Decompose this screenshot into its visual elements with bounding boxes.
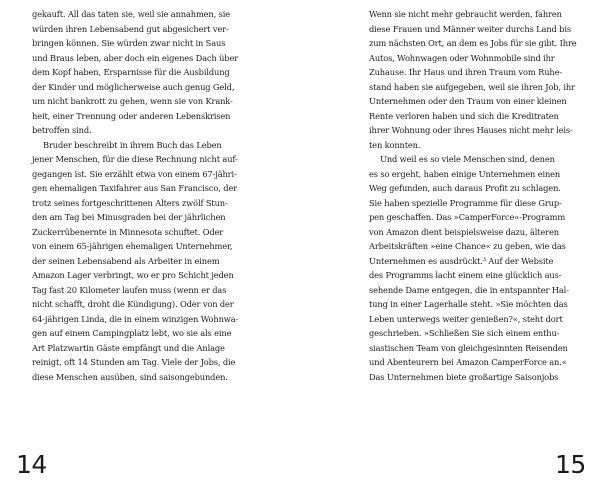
text-line: von einem 65-jährigen ehemaligen Unternehmer, <box>32 241 233 251</box>
text-line: heit, einer Trennung oder anderen Lebenskrisen <box>32 110 231 121</box>
text-line: Weg gefunden, auch daraus Profit zu schlagen. <box>369 183 561 193</box>
text-line: den am Tag bei Minusgraden bei der jährlichen <box>32 212 226 222</box>
text-line: des Programms lacht einem eine glücklich aus- <box>369 270 562 280</box>
text-line: diese Menschen ausüben, sind saisongebunden. <box>32 371 228 382</box>
text-line: siastischen Team von gleichgesinnten Reisenden <box>369 342 568 353</box>
text-line: würden ihren Lebensabend gut abgesichert ver- <box>32 23 229 34</box>
text-line: Tag fast 20 Kilometer laufen muss (wenn er das <box>32 284 227 295</box>
paragraph-first-line: Und weil es so viele Menschen sind, denen <box>380 154 555 164</box>
text-line: sehende Dame entgegen, die in entspannter Hal- <box>369 284 569 295</box>
text-line: Rente verloren haben und sich die Kreditraten <box>369 110 559 121</box>
page-number-right: 15 <box>555 450 586 479</box>
text-line: gekauft. All das taten sie, weil sie annahmen, sie <box>32 9 230 19</box>
text-line: dem Kopf haben, Ersparnisse für die Ausbildung <box>32 67 230 77</box>
text-line: der Kinder und möglicherweise auch genug Geld, <box>32 81 235 92</box>
text-line: nicht schafft, droht die Kündigung). Oder von der <box>32 299 234 309</box>
text-line: tung in einer Lagerhalle steht. »Sie möchten das <box>369 299 568 309</box>
right-page-body-text <box>369 7 577 384</box>
text-line: Zuhause. Ihr Haus und ihren Traum vom Ruhe- <box>369 67 562 77</box>
text-line: geschrieben. »Schließen Sie sich einem enthu- <box>369 328 560 338</box>
text-line: von Amazon dient beispielsweise dazu, älteren <box>369 226 559 237</box>
text-line: es so ergeht, haben einige Unternehmen einen <box>369 168 561 179</box>
text-line: Wenn sie nicht mehr gebraucht werden, fahren <box>369 9 562 19</box>
text-line: Sie haben spezielle Programme für diese Grup- <box>369 197 562 208</box>
text-line: zum nächsten Ort, an dem es Jobs für sie gibt. Ihre <box>369 38 577 48</box>
text-line: gen auf einem Campingplatz lebt, wo sie als eine <box>32 328 232 338</box>
left-page-body-text <box>32 7 239 384</box>
text-line: Arbeitskräften »eine Chance« zu geben, wie das <box>369 241 566 251</box>
text-line: Art Platzwartin Gäste empfängt und die Anlage <box>32 342 225 353</box>
text-line: ihrer Wohnung oder ihres Hauses nicht mehr leis- <box>369 125 573 135</box>
text-line: betroffen sind. <box>32 125 92 135</box>
text-line: Leben unterwegs weiter genießen?«, steht dort <box>369 313 563 324</box>
text-line: und Abenteurern bei Amazon CamperForce an.« <box>369 357 567 367</box>
text-line: Das Unternehmen biete großartige Saisonjobs <box>369 371 559 382</box>
text-line: Zuckerrübenernte in Minnesota schuftet. Oder <box>32 226 224 237</box>
text-line: jener Menschen, für die diese Rechnung nicht auf- <box>32 154 238 164</box>
text-line: Unternehmen es ausdrückt.³ Auf der Website <box>369 255 554 266</box>
text-line: bringen können. Sie würden zwar nicht in Saus <box>32 38 226 48</box>
text-line: pen geschaffen. Das »CamperForce«-Programm <box>369 212 566 222</box>
text-line: um nicht bankrott zu gehen, wenn sie von Krank- <box>32 96 233 106</box>
text-line: diese Frauen und Männer weiter durchs Land bis <box>369 23 571 34</box>
paragraph-first-line: Bruder beschreibt in ihrem Buch das Leben <box>43 139 222 150</box>
text-line: 64-jährigen Linda, die in einem winzigen Wohnwa- <box>32 313 239 324</box>
text-line: stand haben sie aufgegeben, weil sie ihren Job, ihr <box>369 81 575 92</box>
text-line: Autos, Wohnwagen oder Wohnmobile sind ihr <box>369 52 555 63</box>
page-number-left: 14 <box>16 450 47 479</box>
text-line: Unternehmen oder den Traum von einer kleinen <box>369 96 567 106</box>
text-line: ten konnten. <box>369 139 421 150</box>
text-line: trotz seines fortgeschrittenen Alters zwölf Stun- <box>32 197 228 208</box>
text-line: gen ehemaligen Taxifahrer aus San Francisco, der <box>32 183 237 193</box>
text-line: gegangen ist. Sie erzählt etwa von einem 67-jähri- <box>32 168 237 179</box>
text-line: reinigt, oft 14 Stunden am Tag. Viele der Jobs, die <box>32 357 236 367</box>
text-line: der seinen Lebensabend als Arbeiter in einem <box>32 255 220 266</box>
text-line: Amazon Lager verbringt, wo er pro Schicht jeden <box>32 270 234 280</box>
text-line: und Braus leben, aber doch ein eigenes Dach über <box>32 52 239 63</box>
